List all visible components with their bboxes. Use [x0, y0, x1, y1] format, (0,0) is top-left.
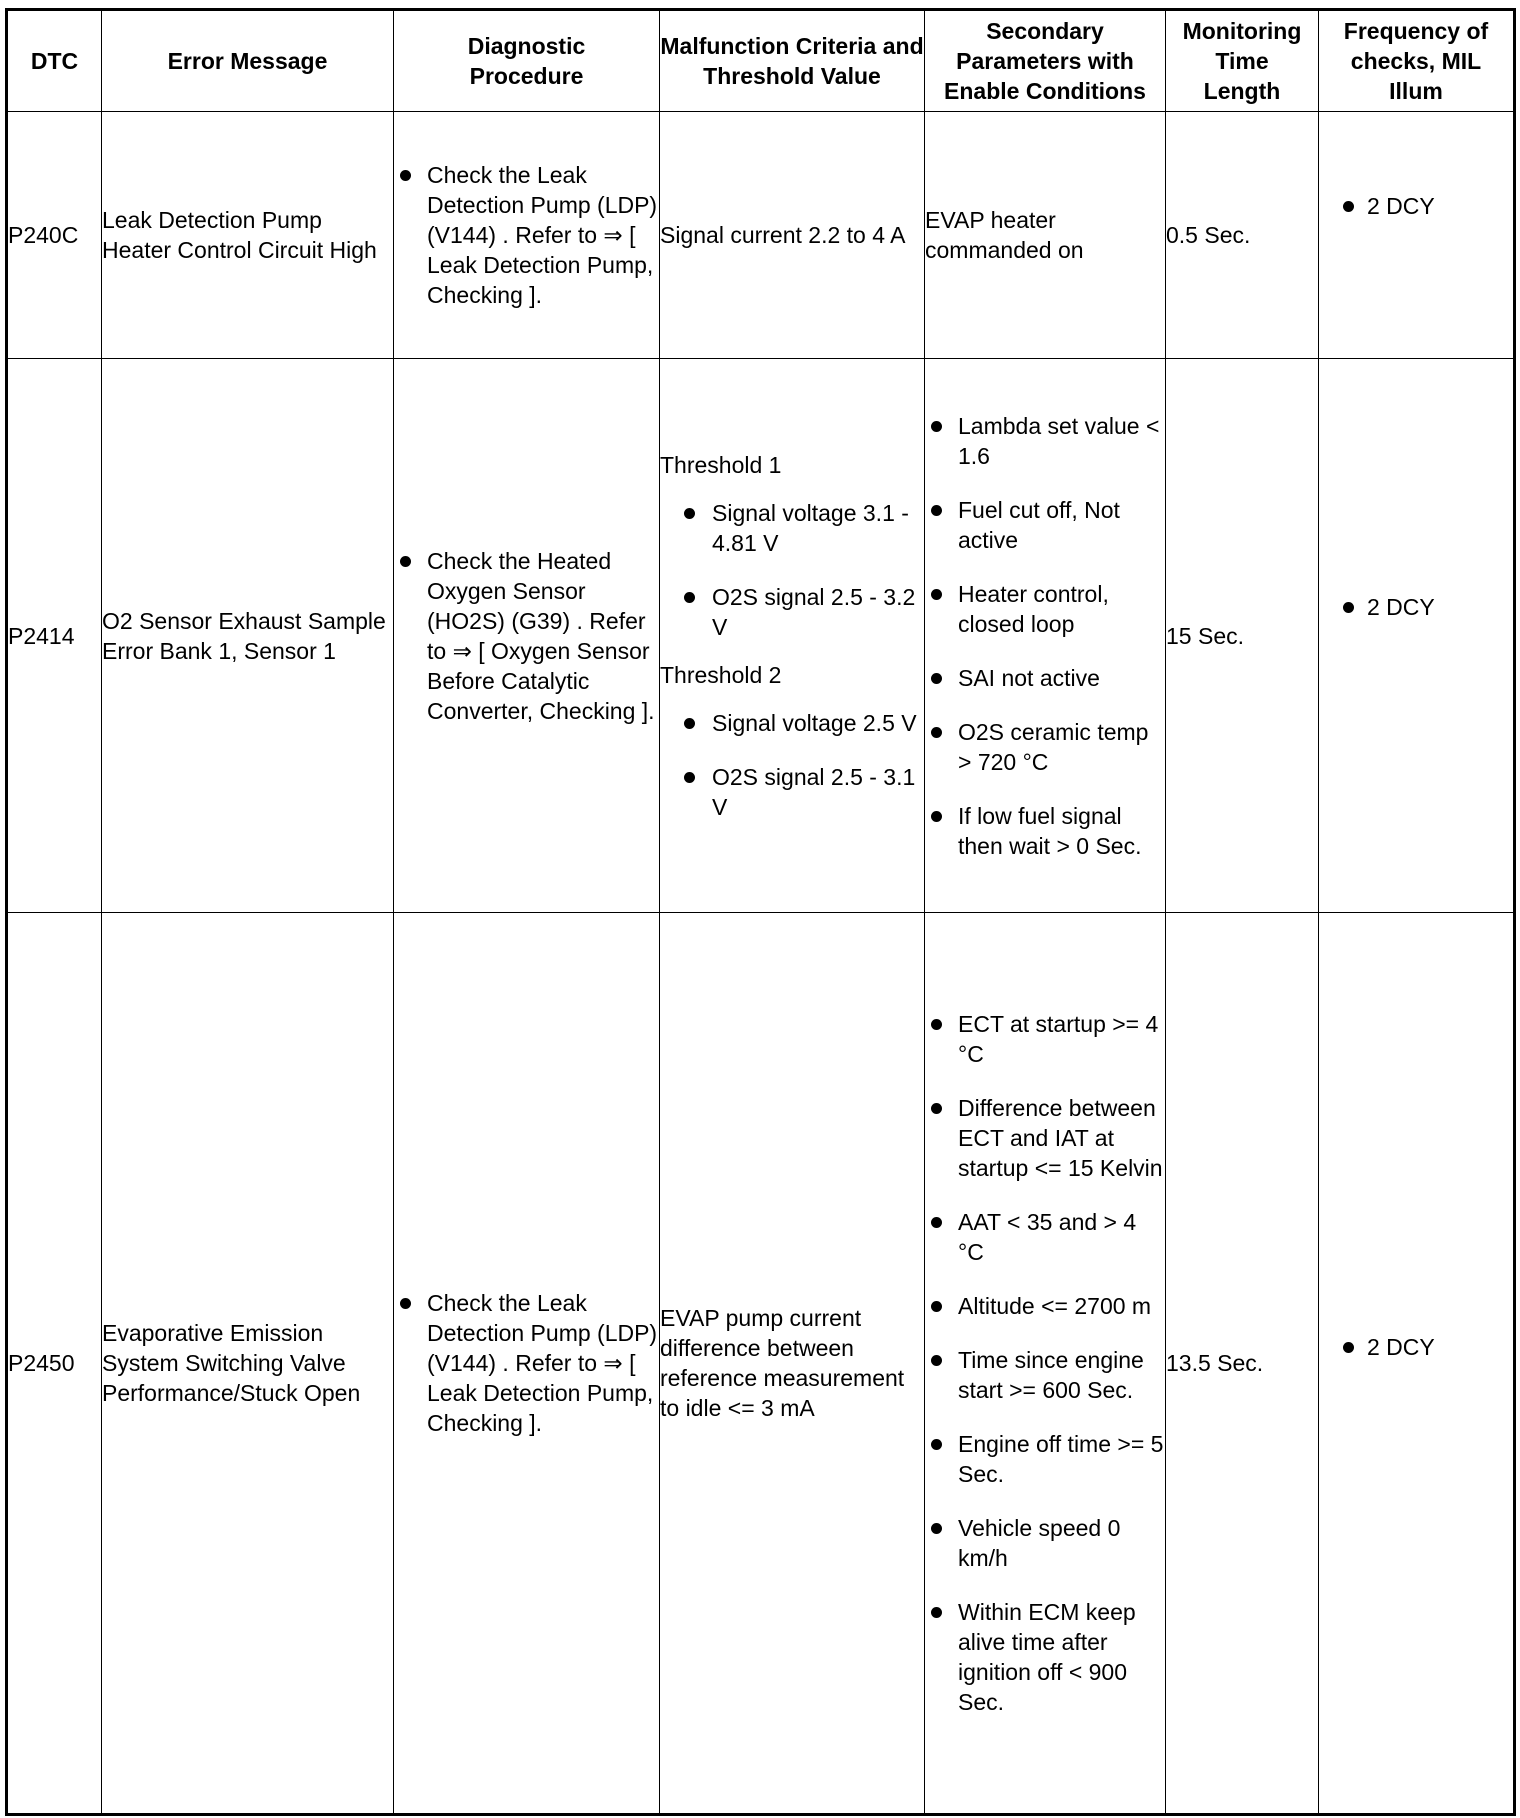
frequency-text: 2 DCY	[1367, 594, 1435, 620]
malfunction-criteria: EVAP pump current difference between reference measurement to idle <= 3 mA	[660, 913, 925, 1815]
threshold-1-list	[660, 498, 924, 642]
threshold-item-text: Signal voltage 2.5 V	[712, 709, 917, 736]
condition-text: Within ECM keep alive time after ignition off < 900 Sec.	[958, 1599, 1136, 1715]
condition-item	[925, 495, 1165, 555]
threshold-2-list	[660, 708, 924, 822]
bullet-icon	[931, 1217, 942, 1228]
frequency-item	[1319, 1332, 1513, 1362]
procedure-text: Check the Heated Oxygen Sensor (HO2S) (G39) . Refer to ⇒ [ Oxygen Sensor Before Catalytic Converter, Checking ].	[427, 547, 655, 724]
condition-text: Engine off time >= 5 Sec.	[958, 1431, 1164, 1487]
header-malfunction: Malfunction Criteria and Threshold Value	[660, 10, 925, 112]
table-row	[7, 112, 1515, 359]
bullet-icon	[1343, 201, 1354, 212]
condition-text: Altitude <= 2700 m	[958, 1293, 1152, 1319]
frequency-text: 2 DCY	[1367, 1334, 1435, 1360]
bullet-icon	[931, 505, 942, 516]
condition-item	[925, 1345, 1165, 1405]
secondary-parameters: EVAP heater commanded on	[925, 112, 1166, 359]
bullet-icon	[931, 1523, 942, 1534]
malfunction-criteria	[660, 359, 925, 913]
bullet-icon	[931, 1607, 942, 1618]
bullet-icon	[1343, 1342, 1354, 1353]
condition-item	[925, 1093, 1165, 1183]
bullet-icon	[931, 811, 942, 822]
procedure-text: Check the Leak Detection Pump (LDP) (V144) . Refer to ⇒ [ Leak Detection Pump, Checking ].	[427, 162, 658, 308]
threshold-item	[660, 582, 924, 642]
bullet-icon	[684, 592, 695, 603]
bullet-icon	[1343, 602, 1354, 613]
bullet-icon	[931, 1103, 942, 1114]
procedure-item	[394, 160, 659, 310]
condition-item	[925, 1513, 1165, 1573]
frequency-text: 2 DCY	[1367, 193, 1435, 219]
condition-text: ECT at startup >= 4 °C	[958, 1011, 1159, 1067]
condition-item	[925, 663, 1165, 693]
bullet-icon	[400, 170, 411, 181]
header-row	[7, 10, 1515, 112]
bullet-icon	[684, 718, 695, 729]
procedure-text: Check the Leak Detection Pump (LDP) (V144) . Refer to ⇒ [ Leak Detection Pump, Checking ].	[427, 1290, 658, 1436]
header-dtc: DTC	[7, 10, 102, 112]
error-message: Leak Detection Pump Heater Control Circuit High	[102, 112, 394, 359]
condition-text: If low fuel signal then wait > 0 Sec.	[958, 802, 1142, 859]
bullet-icon	[400, 1298, 411, 1309]
threshold-1-label: Threshold 1	[660, 451, 782, 478]
diagnostic-procedure	[394, 913, 660, 1815]
header-secondary: Secondary Parameters with Enable Conditions	[925, 10, 1166, 112]
condition-text: O2S ceramic temp > 720 °C	[958, 718, 1149, 775]
monitoring-time: 0.5 Sec.	[1166, 112, 1319, 359]
condition-text: Time since engine start >= 600 Sec.	[958, 1347, 1144, 1403]
condition-text: SAI not active	[958, 664, 1100, 691]
bullet-icon	[684, 772, 695, 783]
threshold-item-text: Signal voltage 3.1 - 4.81 V	[712, 499, 909, 556]
threshold-item-text: O2S signal 2.5 - 3.2 V	[712, 583, 916, 640]
bullet-icon	[931, 1019, 942, 1030]
bullet-icon	[931, 589, 942, 600]
condition-item	[925, 1429, 1165, 1489]
bullet-icon	[931, 727, 942, 738]
condition-text: AAT < 35 and > 4 °C	[958, 1209, 1137, 1265]
secondary-parameters	[925, 359, 1166, 913]
dtc-code: P2414	[7, 359, 102, 913]
frequency-cell	[1319, 913, 1515, 1815]
diagnostic-procedure	[394, 112, 660, 359]
table-row	[7, 359, 1515, 913]
threshold-item	[660, 498, 924, 558]
bullet-icon	[931, 673, 942, 684]
bullet-icon	[931, 1355, 942, 1366]
malfunction-criteria: Signal current 2.2 to 4 A	[660, 112, 925, 359]
bullet-icon	[400, 556, 411, 567]
procedure-item	[394, 1288, 659, 1438]
header-frequency: Frequency of checks, MIL Illum	[1319, 10, 1515, 112]
condition-text: Fuel cut off, Not active	[958, 496, 1120, 553]
header-monitoring: Monitoring Time Length	[1166, 10, 1319, 112]
error-message: O2 Sensor Exhaust Sample Error Bank 1, Sensor 1	[102, 359, 394, 913]
bullet-icon	[931, 421, 942, 432]
condition-text: Heater control, closed loop	[958, 580, 1109, 637]
bullet-icon	[931, 1439, 942, 1450]
error-message: Evaporative Emission System Switching Valve Performance/Stuck Open	[102, 913, 394, 1815]
dtc-code: P240C	[7, 112, 102, 359]
bullet-icon	[684, 508, 695, 519]
dtc-code: P2450	[7, 913, 102, 1815]
threshold-2-label: Threshold 2	[660, 661, 782, 688]
condition-item	[925, 1009, 1165, 1069]
monitoring-time: 15 Sec.	[1166, 359, 1319, 913]
condition-item	[925, 411, 1165, 471]
threshold-item	[660, 762, 924, 822]
secondary-parameters	[925, 913, 1166, 1815]
condition-text: Lambda set value < 1.6	[958, 412, 1160, 469]
procedure-item	[394, 546, 659, 726]
frequency-cell	[1319, 112, 1515, 359]
condition-item	[925, 801, 1165, 861]
frequency-cell	[1319, 359, 1515, 913]
threshold-item-text: O2S signal 2.5 - 3.1 V	[712, 763, 916, 820]
condition-text: Difference between ECT and IAT at startup <= 15 Kelvin	[958, 1095, 1163, 1181]
condition-item	[925, 579, 1165, 639]
monitoring-time: 13.5 Sec.	[1166, 913, 1319, 1815]
dtc-table	[5, 8, 1516, 1816]
bullet-icon	[931, 1301, 942, 1312]
frequency-item	[1319, 191, 1513, 221]
header-diagnostic-procedure: Diagnostic Procedure	[394, 10, 660, 112]
condition-item	[925, 1291, 1165, 1321]
condition-text: Vehicle speed 0 km/h	[958, 1515, 1121, 1571]
condition-item	[925, 1207, 1165, 1267]
condition-item	[925, 1597, 1165, 1717]
frequency-item	[1319, 592, 1513, 622]
condition-item	[925, 717, 1165, 777]
header-error-message: Error Message	[102, 10, 394, 112]
threshold-item	[660, 708, 924, 738]
table-row	[7, 913, 1515, 1815]
diagnostic-procedure	[394, 359, 660, 913]
